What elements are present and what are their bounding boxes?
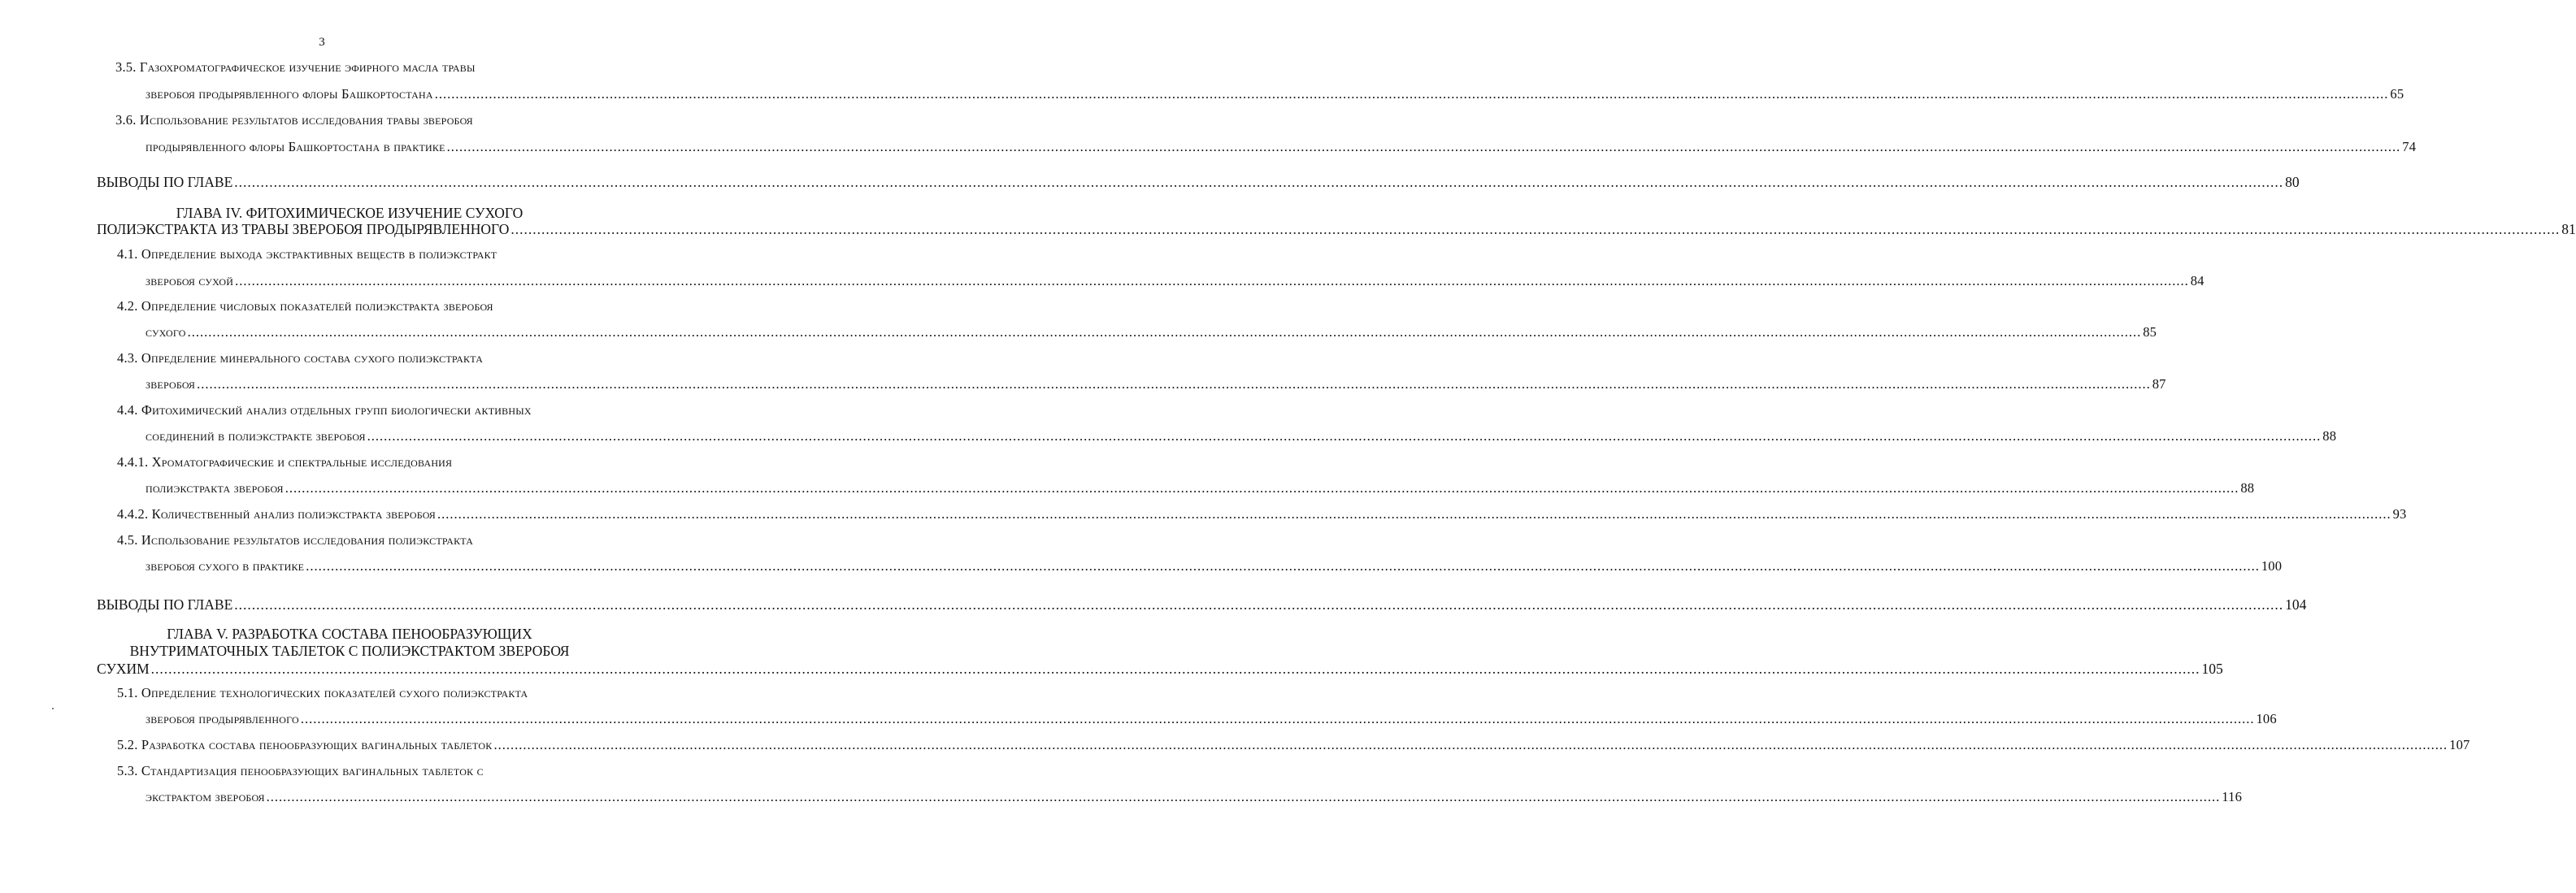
toc-entry-4-4-2[interactable] <box>117 506 2407 522</box>
toc-entry-3-5-title: 3.5. Газохроматографическое изучение эфирного масла травы <box>115 59 476 75</box>
dot-leader: ..................................................................................................................................................................................................................................................................................................................................................................................................................................................................................... <box>150 661 2200 677</box>
toc-entry-5-3[interactable] <box>146 789 2243 805</box>
toc-entry-label: экстрактом зверобоя <box>146 789 265 804</box>
scan-speck <box>52 708 54 709</box>
toc-entry-4-1-title: 4.1. Определение выхода экстрактивных веществ в полиэкстракт <box>117 246 497 262</box>
toc-page-number: 116 <box>2222 789 2243 804</box>
chapter-5-heading-line-1: ГЛАВА V. РАЗРАБОТКА СОСТАВА ПЕНООБРАЗУЮЩИХ <box>167 626 532 642</box>
toc-entry-4-4-1[interactable] <box>146 480 2255 496</box>
toc-entry-4-3-title: 4.3. Определение минерального состава сухого полиэкстракта <box>117 350 484 366</box>
toc-page-number: 74 <box>2402 139 2417 154</box>
dot-leader: ..................................................................................................................................................................................................................................................................................................................................................................................................................................................................................... <box>187 324 2142 340</box>
toc-entry-5-1-title: 5.1. Определение технологических показателей сухого полиэкстракта <box>117 685 528 700</box>
chapter-4-heading: ГЛАВА IV. ФИТОХИМИЧЕСКОЕ ИЗУЧЕНИЕ СУХОГО <box>176 205 523 221</box>
dot-leader: ..................................................................................................................................................................................................................................................................................................................................................................................................................................................................................... <box>437 506 2391 522</box>
toc-entry-label: СУХИМ <box>97 661 150 677</box>
page-number: 3 <box>319 36 325 49</box>
dot-leader: ..................................................................................................................................................................................................................................................................................................................................................................................................................................................................................... <box>266 789 2221 804</box>
toc-page-number: 84 <box>2190 273 2205 288</box>
toc-page-number: 100 <box>2261 558 2283 574</box>
toc-entry-5-1[interactable] <box>146 711 2277 727</box>
dot-leader: ..................................................................................................................................................................................................................................................................................................................................................................................................................................................................................... <box>285 480 2239 496</box>
toc-entry-4-5-title: 4.5. Использование результатов исследования полиэкстракта <box>117 532 474 548</box>
toc-page-number: 88 <box>2240 480 2255 496</box>
toc-entry-5-2[interactable] <box>117 737 2470 753</box>
toc-entry-3-6[interactable] <box>146 139 2417 155</box>
toc-page-number: 88 <box>2322 428 2337 444</box>
toc-entry-4-4[interactable] <box>146 428 2337 444</box>
dot-leader: ..................................................................................................................................................................................................................................................................................................................................................................................................................................................................................... <box>510 221 2561 237</box>
toc-entry-5-3-title: 5.3. Стандартизация пенообразующих вагинальных таблеток с <box>117 763 484 778</box>
toc-page-number: 81 <box>2561 221 2576 237</box>
dot-leader: ..................................................................................................................................................................................................................................................................................................................................................................................................................................................................................... <box>306 558 2260 574</box>
toc-entry-4-4-title: 4.4. Фитохимический анализ отдельных групп биологически активных <box>117 402 532 418</box>
toc-conclusions-chapter-3[interactable] <box>97 174 2300 191</box>
toc-page-number: 65 <box>2390 86 2404 102</box>
toc-entry-4-2[interactable] <box>146 324 2157 340</box>
toc-page-number: 85 <box>2143 324 2157 340</box>
toc-entry-label: продырявленного флоры Башкортостана в практике <box>146 139 445 154</box>
toc-page-number: 87 <box>2152 376 2166 392</box>
toc-entry-4-4-1-title: 4.4.1. Хроматографические и спектральные исследования <box>117 454 453 470</box>
dot-leader: ..................................................................................................................................................................................................................................................................................................................................................................................................................................................................................... <box>197 376 2151 392</box>
toc-entry-label: 5.2. Разработка состава пенообразующих вагинальных таблеток <box>117 737 493 752</box>
toc-entry-label: ВЫВОДЫ ПО ГЛАВЕ <box>97 174 233 190</box>
chapter-5-heading-line-2: ВНУТРИМАТОЧНЫХ ТАБЛЕТОК С ПОЛИЭКСТРАКТОМ ЗВЕРОБОЯ <box>129 643 570 659</box>
toc-page-number: 105 <box>2201 661 2223 677</box>
dot-leader: ..................................................................................................................................................................................................................................................................................................................................................................................................................................................................................... <box>300 711 2255 726</box>
toc-entry-3-5[interactable] <box>146 86 2404 102</box>
toc-entry-4-3[interactable] <box>146 376 2166 392</box>
toc-entry-4-1[interactable] <box>146 273 2205 289</box>
toc-entry-3-6-title: 3.6. Использование результатов исследования травы зверобоя <box>115 112 473 128</box>
toc-page-number: 104 <box>2285 596 2307 613</box>
dot-leader: ..................................................................................................................................................................................................................................................................................................................................................................................................................................................................................... <box>434 86 2389 102</box>
toc-chapter-4[interactable] <box>97 221 2576 238</box>
dot-leader: ..................................................................................................................................................................................................................................................................................................................................................................................................................................................................................... <box>367 428 2322 444</box>
toc-entry-label: полиэкстракта зверобоя <box>146 480 284 496</box>
toc-entry-label: сухого <box>146 324 186 340</box>
toc-conclusions-chapter-4[interactable] <box>97 596 2307 613</box>
toc-entry-label: зверобоя <box>146 376 196 392</box>
toc-page-number: 80 <box>2285 174 2300 190</box>
toc-entry-label: 4.4.2. Количественный анализ полиэкстракта зверобоя <box>117 506 436 522</box>
toc-entry-label: зверобоя продырявленного флоры Башкортостана <box>146 86 433 102</box>
dot-leader: ..................................................................................................................................................................................................................................................................................................................................................................................................................................................................................... <box>493 737 2448 752</box>
toc-entry-4-2-title: 4.2. Определение числовых показателей полиэкстракта зверобоя <box>117 298 493 314</box>
toc-entry-label: зверобоя сухой <box>146 273 234 288</box>
toc-entry-label: ПОЛИЭКСТРАКТА ИЗ ТРАВЫ ЗВЕРОБОЯ ПРОДЫРЯВЛЕННОГО <box>97 221 510 237</box>
toc-chapter-5[interactable] <box>97 661 2223 678</box>
dot-leader: ..................................................................................................................................................................................................................................................................................................................................................................................................................................................................................... <box>234 174 2284 190</box>
dot-leader: ..................................................................................................................................................................................................................................................................................................................................................................................................................................................................................... <box>235 273 2189 288</box>
dot-leader: ..................................................................................................................................................................................................................................................................................................................................................................................................................................................................................... <box>234 596 2284 613</box>
toc-entry-4-5[interactable] <box>146 558 2283 574</box>
toc-entry-label: ВЫВОДЫ ПО ГЛАВЕ <box>97 596 233 613</box>
toc-entry-label: зверобоя продырявленного <box>146 711 299 726</box>
toc-page-number: 106 <box>2256 711 2277 726</box>
toc-entry-label: соединений в полиэкстракте зверобоя <box>146 428 366 444</box>
toc-entry-label: зверобоя сухого в практике <box>146 558 305 574</box>
toc-page-number: 93 <box>2392 506 2407 522</box>
toc-page-number: 107 <box>2449 737 2470 752</box>
dot-leader: ..................................................................................................................................................................................................................................................................................................................................................................................................................................................................................... <box>446 139 2401 154</box>
